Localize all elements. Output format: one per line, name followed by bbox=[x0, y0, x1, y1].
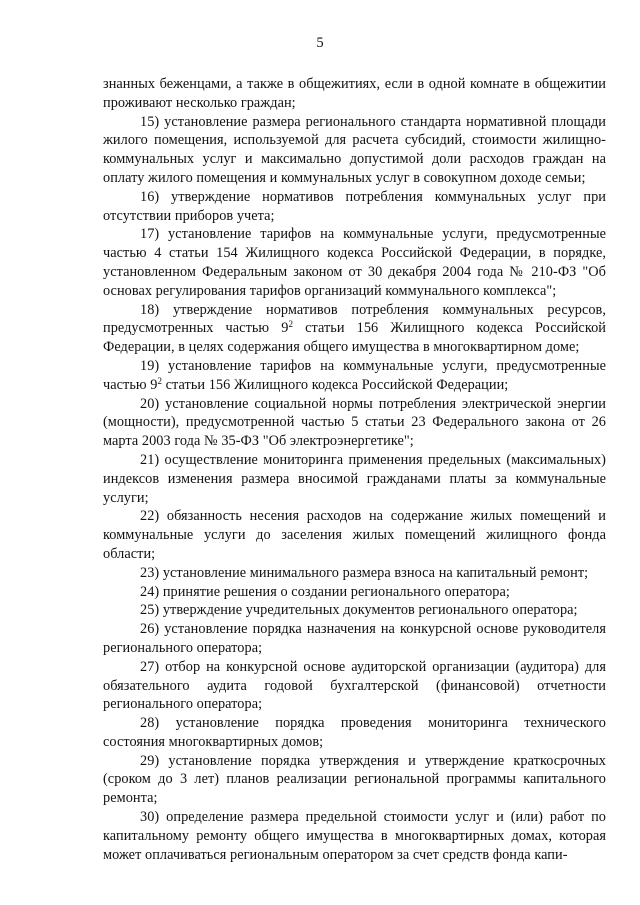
paragraph-item-25: 25) утверждение учредительных документов регионального оператора; bbox=[140, 602, 578, 619]
document-body bbox=[103, 75, 606, 864]
paragraph-item-28: 28) установление порядка проведения мониторинга технического состояния многоквартирных домов; bbox=[103, 715, 606, 750]
paragraph-item-16: 16) утверждение нормативов потребления коммунальных услуг при отсутствии приборов учета; bbox=[103, 188, 606, 224]
superscript-2: 2 bbox=[288, 319, 294, 330]
paragraph-item-19-text-end: статьи 156 Жилищного кодекса Российской Федерации; bbox=[162, 376, 509, 393]
paragraph-item-19-text-start: 19) установление тарифов на коммунальные услуги, предусмотренные частью 9 bbox=[103, 357, 606, 393]
superscript-2: 2 bbox=[157, 375, 163, 386]
paragraph-item-29: 29) установление порядка утверждения и утверждение краткосрочных (сроком до 3 лет) планов реализации региональной программы капитального ремонта; bbox=[103, 752, 606, 807]
paragraph-item-15: 15) установление размера регионального стандарта нормативной площади жилого помещения, используемой для расчета субсидий, стоимости жилищно-коммунальных услуг и максимально допустимой доли расходов граждан на оплату жилого помещения и коммунальных услуг в совокупном доходе семьи; bbox=[103, 113, 606, 186]
paragraph-item-20: 20) установление социальной нормы потребления электрической энергии (мощности), предусмотренной частью 5 статьи 23 Федерального закона от 26 марта 2003 года № 35-ФЗ "Об электроэнергетике"; bbox=[103, 395, 606, 450]
paragraph-item-18-text-end: статьи 156 Жилищного кодекса Российской Федерации, в целях содержания общего имущества в многоквартирном доме; bbox=[103, 320, 606, 356]
paragraph-item-21: 21) осуществление мониторинга применения предельных (максимальных) индексов изменения размера вносимой гражданами платы за коммунальные услуги; bbox=[103, 451, 606, 506]
paragraph-item-30: 30) определение размера предельной стоимости услуг и (или) работ по капитальному ремонту общего имущества в многоквартирных домах, которая может оплачиваться региональным оператором за счет средств фонда капи- bbox=[103, 809, 606, 863]
paragraph-item-18 bbox=[103, 301, 606, 357]
paragraph-item-26: 26) установление порядка назначения на конкурсной основе руководителя регионального оператора; bbox=[103, 621, 606, 656]
paragraph-continuation: знанных беженцами, а также в общежитиях, если в одной комнате в общежитии проживают несколько граждан; bbox=[103, 76, 606, 111]
paragraph-item-18-text-start: 18) утверждение нормативов потребления коммунальных ресурсов, предусмотренных частью 9 bbox=[103, 301, 606, 337]
page-number: 5 bbox=[316, 35, 324, 51]
paragraph-item-27: 27) отбор на конкурсной основе аудиторской организации (аудитора) для обязательного аудита годовой бухгалтерской (финансовой) отчетности регионального оператора; bbox=[103, 658, 606, 713]
paragraph-item-24: 24) принятие решения о создании регионального оператора; bbox=[140, 583, 510, 600]
paragraph-item-17: 17) установление тарифов на коммунальные услуги, предусмотренные частью 4 статьи 154 Жилищного кодекса Российской Федерации, в порядке, установленном Федеральным законом от 30 декабря 2004 года № 210-ФЗ "Об основах регулирования тарифов организаций коммунального комплекса"; bbox=[103, 226, 606, 299]
paragraph-item-23: 23) установление минимального размера взноса на капитальный ремонт; bbox=[140, 564, 589, 581]
paragraph-item-19 bbox=[103, 357, 606, 395]
paragraph-item-22: 22) обязанность несения расходов на содержание жилых помещений и коммунальные услуги до заселения жилых помещений жилищного фонда области; bbox=[103, 508, 606, 562]
